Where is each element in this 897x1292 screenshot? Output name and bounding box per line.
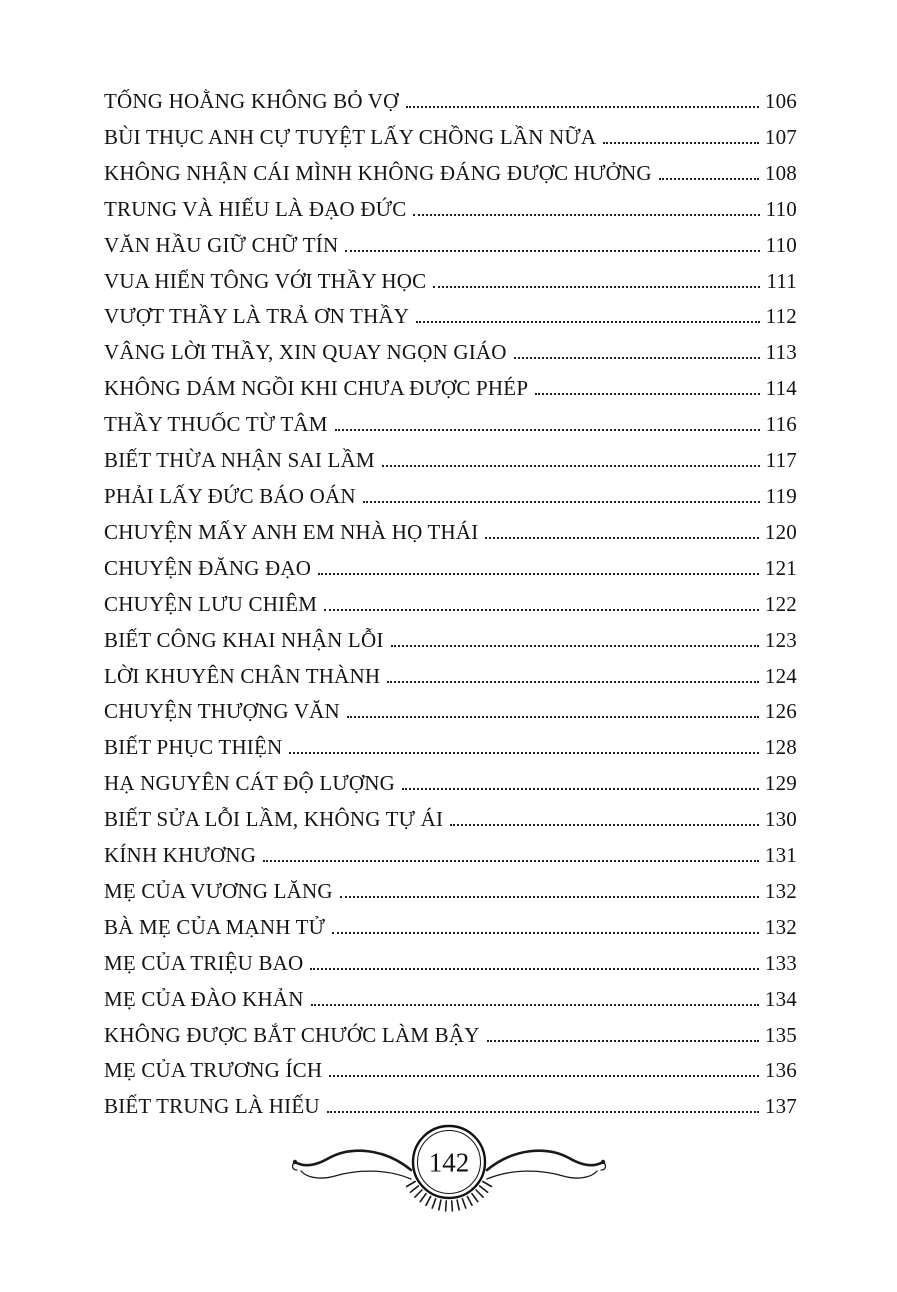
toc-entry-page: 128 (764, 735, 797, 760)
toc-entry (104, 946, 797, 982)
toc-entry (104, 515, 797, 551)
toc-entry-page: 122 (764, 591, 797, 616)
toc-entry-title: CHUYỆN MẤY ANH EM NHÀ HỌ THÁI (104, 519, 479, 544)
toc-entry (104, 192, 797, 228)
toc-entry-title: BIẾT PHỤC THIỆN (104, 735, 283, 760)
toc-entry-page: 110 (765, 232, 797, 257)
dotted-leader (391, 645, 759, 647)
toc-entry-page: 119 (765, 483, 797, 508)
toc-entry-page: 123 (764, 627, 797, 652)
toc-entry-page: 107 (764, 124, 797, 149)
toc-entry-page: 132 (764, 914, 797, 939)
toc-entry-title: TỐNG HOẰNG KHÔNG BỎ VỢ (104, 89, 399, 113)
dotted-leader (324, 609, 759, 611)
dotted-leader (402, 788, 759, 790)
dotted-leader (413, 214, 759, 216)
toc-entry-title: KHÔNG DÁM NGỒI KHI CHƯA ĐƯỢC PHÉP (104, 376, 529, 401)
dotted-leader (406, 106, 759, 108)
toc-entry-title: MẸ CỦA VƯƠNG LĂNG (104, 878, 333, 903)
dotted-leader (535, 393, 759, 395)
toc-entry-page: 113 (765, 340, 797, 365)
toc-entry-page: 134 (764, 986, 797, 1011)
toc-entry-page: 106 (764, 89, 797, 113)
toc-entry-title: MẸ CỦA ĐÀO KHẢN (104, 986, 304, 1011)
page-number-ornament (0, 1118, 897, 1222)
toc-entry-title: TRUNG VÀ HIẾU LÀ ĐẠO ĐỨC (104, 196, 407, 221)
toc-entry-page: 111 (766, 268, 797, 293)
dotted-leader (289, 752, 758, 754)
toc-entry-title: VĂN HẦU GIỮ CHỮ TÍN (104, 232, 339, 257)
toc-entry-title: KHÔNG NHẬN CÁI MÌNH KHÔNG ĐÁNG ĐƯỢC HƯỞNG (104, 160, 652, 185)
dotted-leader (347, 716, 759, 718)
toc-entry (104, 1018, 797, 1054)
toc-entry (104, 694, 797, 730)
table-of-contents (104, 84, 797, 1125)
toc-entry-page: 121 (764, 555, 797, 580)
dotted-leader (416, 321, 759, 323)
toc-entry (104, 874, 797, 910)
toc-entry (104, 838, 797, 874)
toc-entry-page: 137 (764, 1094, 797, 1119)
toc-entry (104, 264, 797, 300)
toc-entry-title: THẦY THUỐC TỪ TÂM (104, 412, 328, 437)
toc-entry-page: 126 (764, 699, 797, 724)
toc-entry-page: 136 (764, 1058, 797, 1083)
toc-entry-title: VUA HIẾN TÔNG VỚI THẦY HỌC (104, 268, 427, 293)
toc-entry-title: LỜI KHUYÊN CHÂN THÀNH (104, 663, 381, 688)
dotted-leader (363, 501, 760, 503)
toc-entry-title: BIẾT CÔNG KHAI NHẬN LỖI (104, 627, 384, 652)
toc-entry-page: 133 (764, 950, 797, 975)
toc-entry-title: PHẢI LẤY ĐỨC BÁO OÁN (104, 483, 356, 508)
toc-entry (104, 479, 797, 515)
toc-entry-title: BÀ MẸ CỦA MẠNH TỬ (104, 914, 326, 939)
toc-entry-title: VƯỢT THẦY LÀ TRẢ ƠN THẦY (104, 304, 410, 329)
toc-entry-page: 116 (765, 412, 797, 437)
toc-entry-page: 131 (764, 843, 797, 868)
toc-entry-page: 132 (764, 878, 797, 903)
dotted-leader (332, 932, 759, 934)
toc-entry-page: 129 (764, 771, 797, 796)
toc-entry (104, 802, 797, 838)
toc-entry (104, 730, 797, 766)
dotted-leader (514, 357, 760, 359)
dotted-leader (487, 1040, 759, 1042)
dotted-leader (450, 824, 759, 826)
dotted-leader (603, 142, 759, 144)
toc-entry (104, 623, 797, 659)
toc-entry (104, 156, 797, 192)
dotted-leader (263, 860, 759, 862)
toc-entry-page: 114 (765, 376, 797, 401)
toc-entry-page: 130 (764, 807, 797, 832)
toc-entry (104, 371, 797, 407)
toc-entry (104, 84, 797, 120)
toc-entry (104, 766, 797, 802)
footer-page-number: 142 (428, 1147, 469, 1178)
toc-entry-title: KÍNH KHƯƠNG (104, 843, 257, 868)
footer-flourish-icon (289, 1118, 609, 1222)
toc-entry-title: HẠ NGUYÊN CÁT ĐỘ LƯỢNG (104, 771, 395, 796)
toc-entry-page: 110 (765, 196, 797, 221)
toc-entry (104, 910, 797, 946)
toc-entry-title: MẸ CỦA TRƯƠNG ÍCH (104, 1058, 323, 1083)
dotted-leader (485, 537, 758, 539)
toc-entry (104, 551, 797, 587)
toc-entry (104, 1053, 797, 1089)
toc-entry (104, 407, 797, 443)
dotted-leader (310, 968, 758, 970)
toc-entry-page: 120 (764, 519, 797, 544)
toc-entry-title: CHUYỆN LƯU CHIÊM (104, 591, 318, 616)
dotted-leader (335, 429, 760, 431)
dotted-leader (387, 681, 759, 683)
toc-entry (104, 982, 797, 1018)
dotted-leader (318, 573, 759, 575)
toc-entry-title: BIẾT THỪA NHẬN SAI LẦM (104, 448, 375, 473)
toc-entry (104, 443, 797, 479)
toc-entry (104, 299, 797, 335)
dotted-leader (345, 250, 759, 252)
toc-entry-page: 117 (765, 448, 797, 473)
toc-entry-page: 135 (764, 1022, 797, 1047)
toc-entry-page: 108 (764, 160, 797, 185)
dotted-leader (329, 1075, 759, 1077)
toc-entry-title: KHÔNG ĐƯỢC BẮT CHƯỚC LÀM BẬY (104, 1022, 480, 1047)
toc-entry (104, 335, 797, 371)
dotted-leader (659, 178, 759, 180)
dotted-leader (327, 1111, 759, 1113)
toc-entry-title: BÙI THỤC ANH CỰ TUYỆT LẤY CHỒNG LẦN NỮA (104, 124, 597, 149)
toc-entry-title: VÂNG LỜI THẦY, XIN QUAY NGỌN GIÁO (104, 340, 507, 365)
toc-entry-title: CHUYỆN THƯỢNG VĂN (104, 699, 340, 724)
toc-entry (104, 120, 797, 156)
toc-entry-title: CHUYỆN ĐĂNG ĐẠO (104, 555, 312, 580)
dotted-leader (340, 896, 759, 898)
dotted-leader (311, 1004, 759, 1006)
toc-entry (104, 659, 797, 695)
toc-entry-title: BIẾT TRUNG LÀ HIẾU (104, 1094, 320, 1119)
toc-entry-title: BIẾT SỬA LỖI LẦM, KHÔNG TỰ ÁI (104, 807, 444, 832)
toc-entry-title: MẸ CỦA TRIỆU BAO (104, 950, 304, 975)
dotted-leader (433, 286, 760, 288)
toc-entry (104, 587, 797, 623)
dotted-leader (382, 465, 760, 467)
toc-entry (104, 228, 797, 264)
toc-entry-page: 124 (764, 663, 797, 688)
toc-entry-page: 112 (765, 304, 797, 329)
